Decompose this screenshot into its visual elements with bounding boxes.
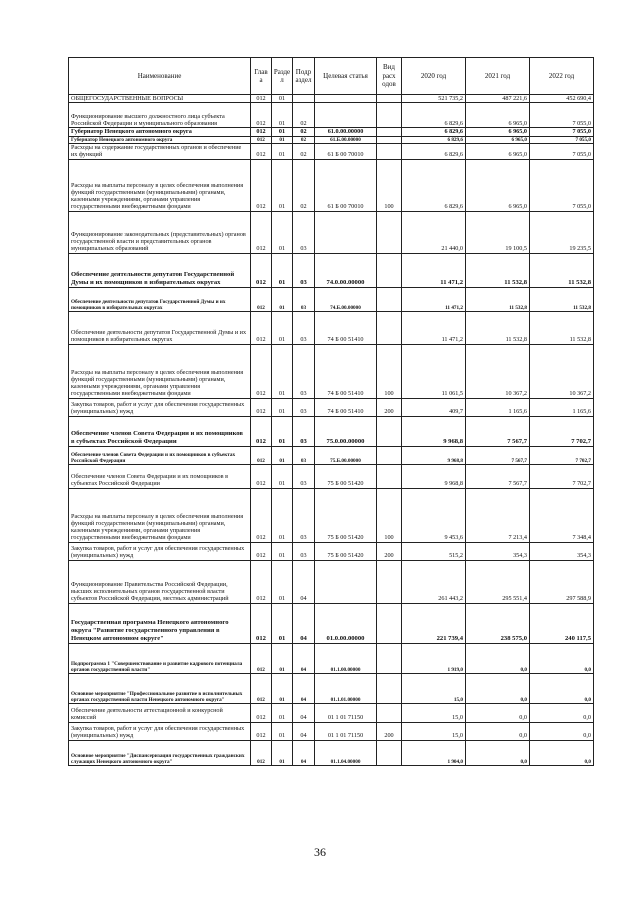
row-2022: 0,0 <box>530 740 594 765</box>
row-2022: 7 702,7 <box>530 464 594 488</box>
row-podrazdel: 04 <box>293 722 315 740</box>
row-2022: 7 055,0 <box>530 159 594 211</box>
table-row <box>69 560 594 603</box>
row-glava: 012 <box>251 344 272 398</box>
row-2022: 7 348,4 <box>530 488 594 542</box>
row-razdel: 01 <box>272 211 293 253</box>
row-razdel: 01 <box>272 344 293 398</box>
row-2020: 6 829,6 <box>402 159 466 211</box>
row-podrazdel <box>293 95 315 103</box>
row-statya <box>315 95 377 103</box>
row-razdel: 01 <box>272 143 293 159</box>
row-glava: 012 <box>251 311 272 344</box>
table-row <box>69 103 594 128</box>
row-razdel: 01 <box>272 722 293 740</box>
row-statya <box>315 560 377 603</box>
row-statya: 01.0.00.00000 <box>315 603 377 643</box>
row-2020: 515,2 <box>402 542 466 560</box>
row-podrazdel: 02 <box>293 143 315 159</box>
header-2022: 2022 год <box>530 58 594 95</box>
row-name: Основное мероприятие "Диспансеризация государственных гражданских служащих Ненецкого автономного округа" <box>69 740 251 765</box>
row-2021: 0,0 <box>466 722 530 740</box>
table-row <box>69 673 594 703</box>
row-razdel: 01 <box>272 560 293 603</box>
row-podrazdel: 03 <box>293 311 315 344</box>
row-2022: 297 588,9 <box>530 560 594 603</box>
row-vid <box>377 703 402 722</box>
row-2022: 0,0 <box>530 722 594 740</box>
table-row <box>69 542 594 560</box>
budget-table <box>68 57 594 766</box>
row-name: Закупка товаров, работ и услуг для обеспечения государственных (муниципальных) нужд <box>69 542 251 560</box>
row-podrazdel: 03 <box>293 287 315 311</box>
row-statya <box>315 211 377 253</box>
row-vid <box>377 416 402 446</box>
row-2020: 521 735,2 <box>402 95 466 103</box>
row-2021: 6 965,0 <box>466 128 530 136</box>
row-2021: 11 532,8 <box>466 311 530 344</box>
row-vid <box>377 136 402 143</box>
row-2022: 452 690,4 <box>530 95 594 103</box>
table-row <box>69 722 594 740</box>
row-podrazdel: 02 <box>293 159 315 211</box>
row-2020: 15,0 <box>402 673 466 703</box>
row-2020: 9 968,8 <box>402 464 466 488</box>
row-podrazdel: 02 <box>293 128 315 136</box>
row-2021: 7 567,7 <box>466 416 530 446</box>
row-vid <box>377 103 402 128</box>
row-statya: 61.0.00.00000 <box>315 128 377 136</box>
row-2022: 7 702,7 <box>530 416 594 446</box>
row-glava: 012 <box>251 136 272 143</box>
row-2021: 7 567,7 <box>466 446 530 464</box>
table-row <box>69 344 594 398</box>
row-statya: 74.0.00.00000 <box>315 253 377 287</box>
row-podrazdel: 03 <box>293 416 315 446</box>
table-row <box>69 703 594 722</box>
table-row <box>69 446 594 464</box>
row-glava: 012 <box>251 446 272 464</box>
header-vid: Вид расх одов <box>377 58 402 95</box>
row-2020: 1 904,0 <box>402 740 466 765</box>
row-name: Закупка товаров, работ и услуг для обеспечения государственных (муниципальных) нужд <box>69 722 251 740</box>
row-razdel: 01 <box>272 643 293 673</box>
row-podrazdel: 03 <box>293 344 315 398</box>
row-glava: 012 <box>251 143 272 159</box>
table-row <box>69 253 594 287</box>
row-podrazdel: 02 <box>293 103 315 128</box>
row-podrazdel: 04 <box>293 603 315 643</box>
row-vid <box>377 446 402 464</box>
table-body <box>69 95 594 766</box>
row-vid: 200 <box>377 722 402 740</box>
row-2022: 10 367,2 <box>530 344 594 398</box>
table-row <box>69 416 594 446</box>
row-statya: 75.Б.00.00000 <box>315 446 377 464</box>
row-2021: 11 532,8 <box>466 287 530 311</box>
row-2021: 6 965,0 <box>466 136 530 143</box>
row-statya: 74 Б 00 51410 <box>315 398 377 416</box>
row-statya: 75 Б 00 51420 <box>315 542 377 560</box>
row-statya: 01.1.01.00000 <box>315 673 377 703</box>
row-2022: 354,3 <box>530 542 594 560</box>
row-2020: 15,0 <box>402 722 466 740</box>
row-statya: 61 Б 00 70010 <box>315 143 377 159</box>
row-statya: 61.Б.00.00000 <box>315 136 377 143</box>
row-name: Расходы на выплаты персоналу в целях обеспечения выполнения функций государственными (муниципальными) органами, казенными учреждениями, органами управления государственными внебюджетными фондами <box>69 344 251 398</box>
header-name: Наименование <box>69 58 251 95</box>
row-statya: 01.1.04.00000 <box>315 740 377 765</box>
row-podrazdel: 03 <box>293 398 315 416</box>
row-name: Функционирование законодательных (представительных) органов государственной власти и представительных органов муниципальных образований <box>69 211 251 253</box>
row-statya: 75 Б 00 51420 <box>315 464 377 488</box>
row-2021: 238 575,0 <box>466 603 530 643</box>
row-glava: 012 <box>251 560 272 603</box>
row-glava: 012 <box>251 287 272 311</box>
row-2020: 11 471,2 <box>402 253 466 287</box>
row-2020: 11 471,2 <box>402 287 466 311</box>
row-statya: 74.Б.00.00000 <box>315 287 377 311</box>
row-glava: 012 <box>251 103 272 128</box>
row-podrazdel: 03 <box>293 253 315 287</box>
row-razdel: 01 <box>272 464 293 488</box>
row-2022: 7 055,0 <box>530 128 594 136</box>
row-podrazdel: 03 <box>293 446 315 464</box>
row-razdel: 01 <box>272 136 293 143</box>
row-2021: 1 165,6 <box>466 398 530 416</box>
row-razdel: 01 <box>272 253 293 287</box>
row-vid: 200 <box>377 542 402 560</box>
row-2020: 6 829,6 <box>402 143 466 159</box>
row-vid <box>377 128 402 136</box>
row-2020: 6 829,6 <box>402 128 466 136</box>
row-razdel: 01 <box>272 542 293 560</box>
row-razdel: 01 <box>272 446 293 464</box>
row-2021: 10 367,2 <box>466 344 530 398</box>
row-razdel: 01 <box>272 95 293 103</box>
row-glava: 012 <box>251 603 272 643</box>
row-razdel: 01 <box>272 398 293 416</box>
row-2020: 11 061,5 <box>402 344 466 398</box>
row-2022: 11 532,8 <box>530 287 594 311</box>
row-razdel: 01 <box>272 103 293 128</box>
row-razdel: 01 <box>272 740 293 765</box>
row-statya: 61 Б 00 70010 <box>315 159 377 211</box>
row-glava: 012 <box>251 542 272 560</box>
table-row <box>69 211 594 253</box>
row-2020: 11 471,2 <box>402 311 466 344</box>
row-2022: 1 165,6 <box>530 398 594 416</box>
row-podrazdel: 03 <box>293 464 315 488</box>
row-glava: 012 <box>251 159 272 211</box>
row-2021: 7 567,7 <box>466 464 530 488</box>
row-statya <box>315 103 377 128</box>
table-row <box>69 287 594 311</box>
row-razdel: 01 <box>272 416 293 446</box>
table-row <box>69 488 594 542</box>
row-2022: 11 532,8 <box>530 311 594 344</box>
row-podrazdel: 03 <box>293 542 315 560</box>
row-name: ОБЩЕГОСУДАРСТВЕННЫЕ ВОПРОСЫ <box>69 95 251 103</box>
page-number: 36 <box>314 845 326 859</box>
row-statya: 01.1.00.00000 <box>315 643 377 673</box>
row-vid <box>377 643 402 673</box>
row-2021: 6 965,0 <box>466 159 530 211</box>
header-razdel: Разде л <box>272 58 293 95</box>
table-row <box>69 603 594 643</box>
row-statya: 75.0.00.00000 <box>315 416 377 446</box>
header-glava: Глав а <box>251 58 272 95</box>
table-row <box>69 740 594 765</box>
row-2021: 6 965,0 <box>466 143 530 159</box>
row-podrazdel: 02 <box>293 136 315 143</box>
table-row <box>69 136 594 143</box>
row-statya: 75 Б 00 51420 <box>315 488 377 542</box>
row-2022: 11 532,8 <box>530 253 594 287</box>
row-razdel: 01 <box>272 159 293 211</box>
row-podrazdel: 03 <box>293 211 315 253</box>
row-vid <box>377 253 402 287</box>
table-row <box>69 643 594 673</box>
row-2022: 0,0 <box>530 643 594 673</box>
row-2022: 7 055,0 <box>530 143 594 159</box>
row-name: Обеспечение членов Совета Федерации и их помощников в субъектах Российской Федерации <box>69 416 251 446</box>
row-podrazdel: 03 <box>293 488 315 542</box>
row-vid <box>377 95 402 103</box>
row-glava: 012 <box>251 722 272 740</box>
row-2020: 9 968,8 <box>402 416 466 446</box>
row-2022: 240 117,5 <box>530 603 594 643</box>
row-glava: 012 <box>251 464 272 488</box>
row-vid: 200 <box>377 398 402 416</box>
row-2021: 354,3 <box>466 542 530 560</box>
row-glava: 012 <box>251 488 272 542</box>
row-vid: 100 <box>377 344 402 398</box>
row-glava: 012 <box>251 740 272 765</box>
row-name: Закупка товаров, работ и услуг для обеспечения государственных (муниципальных) нужд <box>69 398 251 416</box>
row-2022: 7 055,0 <box>530 136 594 143</box>
row-name: Обеспечение членов Совета Федерации и их помощников в субъектах Российской Федерации <box>69 464 251 488</box>
row-name: Государственная программа Ненецкого автономного округа "Развитие государственного управления в Ненецком автономном округе" <box>69 603 251 643</box>
row-vid <box>377 211 402 253</box>
row-name: Губернатор Ненецкого автономного округа <box>69 136 251 143</box>
row-name: Функционирование Правительства Российской Федерации, высших исполнительных органов государственной власти субъектов Российской Федерации, местных администраций <box>69 560 251 603</box>
row-2022: 0,0 <box>530 703 594 722</box>
row-vid <box>377 464 402 488</box>
row-name: Расходы на выплаты персоналу в целях обеспечения выполнения функций государственными (муниципальными) органами, казенными учреждениями, органами управления государственными внебюджетными фондами <box>69 159 251 211</box>
table-row <box>69 128 594 136</box>
table-row <box>69 143 594 159</box>
table-row <box>69 159 594 211</box>
row-vid: 100 <box>377 159 402 211</box>
row-2020: 1 919,0 <box>402 643 466 673</box>
row-2020: 9 968,8 <box>402 446 466 464</box>
row-2020: 15,0 <box>402 703 466 722</box>
row-2020: 261 443,2 <box>402 560 466 603</box>
row-2022: 19 235,5 <box>530 211 594 253</box>
row-2021: 0,0 <box>466 673 530 703</box>
row-vid: 100 <box>377 488 402 542</box>
row-2020: 21 440,0 <box>402 211 466 253</box>
row-vid <box>377 143 402 159</box>
row-glava: 012 <box>251 128 272 136</box>
table-row <box>69 398 594 416</box>
row-name: Обеспечение деятельности депутатов Государственной Думы и их помощников в избирательных округах <box>69 287 251 311</box>
row-podrazdel: 04 <box>293 740 315 765</box>
row-razdel: 01 <box>272 488 293 542</box>
row-vid <box>377 287 402 311</box>
row-2021: 0,0 <box>466 740 530 765</box>
row-razdel: 01 <box>272 603 293 643</box>
header-2020: 2020 год <box>402 58 466 95</box>
row-glava: 012 <box>251 416 272 446</box>
row-2020: 9 453,6 <box>402 488 466 542</box>
row-podrazdel: 04 <box>293 673 315 703</box>
row-name: Расходы на выплаты персоналу в целях обеспечения выполнения функций государственными (муниципальными) органами, казенными учреждениями, органами управления государственными внебюджетными фондами <box>69 488 251 542</box>
row-name: Расходы на содержание государственных органов и обеспечение их функций <box>69 143 251 159</box>
row-razdel: 01 <box>272 311 293 344</box>
row-glava: 012 <box>251 703 272 722</box>
row-2020: 6 829,6 <box>402 136 466 143</box>
row-podrazdel: 04 <box>293 643 315 673</box>
table-row <box>69 311 594 344</box>
row-2021: 11 532,8 <box>466 253 530 287</box>
row-statya: 74 Б 00 51410 <box>315 344 377 398</box>
row-glava: 012 <box>251 211 272 253</box>
row-podrazdel: 04 <box>293 703 315 722</box>
row-statya: 01 1 01 71150 <box>315 703 377 722</box>
row-vid <box>377 603 402 643</box>
row-2022: 7 702,7 <box>530 446 594 464</box>
table-row <box>69 464 594 488</box>
header-podrazdel: Подр аздел <box>293 58 315 95</box>
row-statya: 74 Б 00 51410 <box>315 311 377 344</box>
row-glava: 012 <box>251 398 272 416</box>
row-2021: 295 551,4 <box>466 560 530 603</box>
row-vid <box>377 311 402 344</box>
row-glava: 012 <box>251 643 272 673</box>
table-row <box>69 95 594 103</box>
row-2021: 0,0 <box>466 643 530 673</box>
row-statya: 01 1 01 71150 <box>315 722 377 740</box>
row-razdel: 01 <box>272 703 293 722</box>
row-razdel: 01 <box>272 128 293 136</box>
row-vid <box>377 740 402 765</box>
row-2020: 221 739,4 <box>402 603 466 643</box>
row-razdel: 01 <box>272 673 293 703</box>
header-2021: 2021 год <box>466 58 530 95</box>
row-razdel: 01 <box>272 287 293 311</box>
row-name: Основное мероприятие "Профессиональное развитие в исполнительных органах государственной власти Ненецкого автономного округа" <box>69 673 251 703</box>
row-2021: 19 100,5 <box>466 211 530 253</box>
row-name: Губернатор Ненецкого автономного округа <box>69 128 251 136</box>
header-statya: Целевая статья <box>315 58 377 95</box>
row-2021: 6 965,0 <box>466 103 530 128</box>
row-podrazdel: 04 <box>293 560 315 603</box>
row-name: Обеспечение членов Совета Федерации и их помощников в субъектах Российской Федерации <box>69 446 251 464</box>
row-2021: 7 213,4 <box>466 488 530 542</box>
row-name: Обеспечение деятельности депутатов Государственной Думы и их помощников в избирательных округах <box>69 253 251 287</box>
row-name: Обеспечение деятельности аттестационной и конкурсной комиссий <box>69 703 251 722</box>
row-2022: 0,0 <box>530 673 594 703</box>
row-glava: 012 <box>251 95 272 103</box>
row-2020: 409,7 <box>402 398 466 416</box>
row-2021: 0,0 <box>466 703 530 722</box>
row-glava: 012 <box>251 253 272 287</box>
table-header-row <box>69 58 594 95</box>
row-2022: 7 055,0 <box>530 103 594 128</box>
row-name: Обеспечение деятельности депутатов Государственной Думы и их помощников в избирательных округах <box>69 311 251 344</box>
row-2021: 487 221,6 <box>466 95 530 103</box>
row-name: Подпрограмма 1 "Совершенствование и развитие кадрового потенциала органов государственной власти" <box>69 643 251 673</box>
row-vid <box>377 560 402 603</box>
row-2020: 6 829,6 <box>402 103 466 128</box>
row-name: Функционирование высшего должностного лица субъекта Российской Федерации и муниципального образования <box>69 103 251 128</box>
row-glava: 012 <box>251 673 272 703</box>
row-vid <box>377 673 402 703</box>
